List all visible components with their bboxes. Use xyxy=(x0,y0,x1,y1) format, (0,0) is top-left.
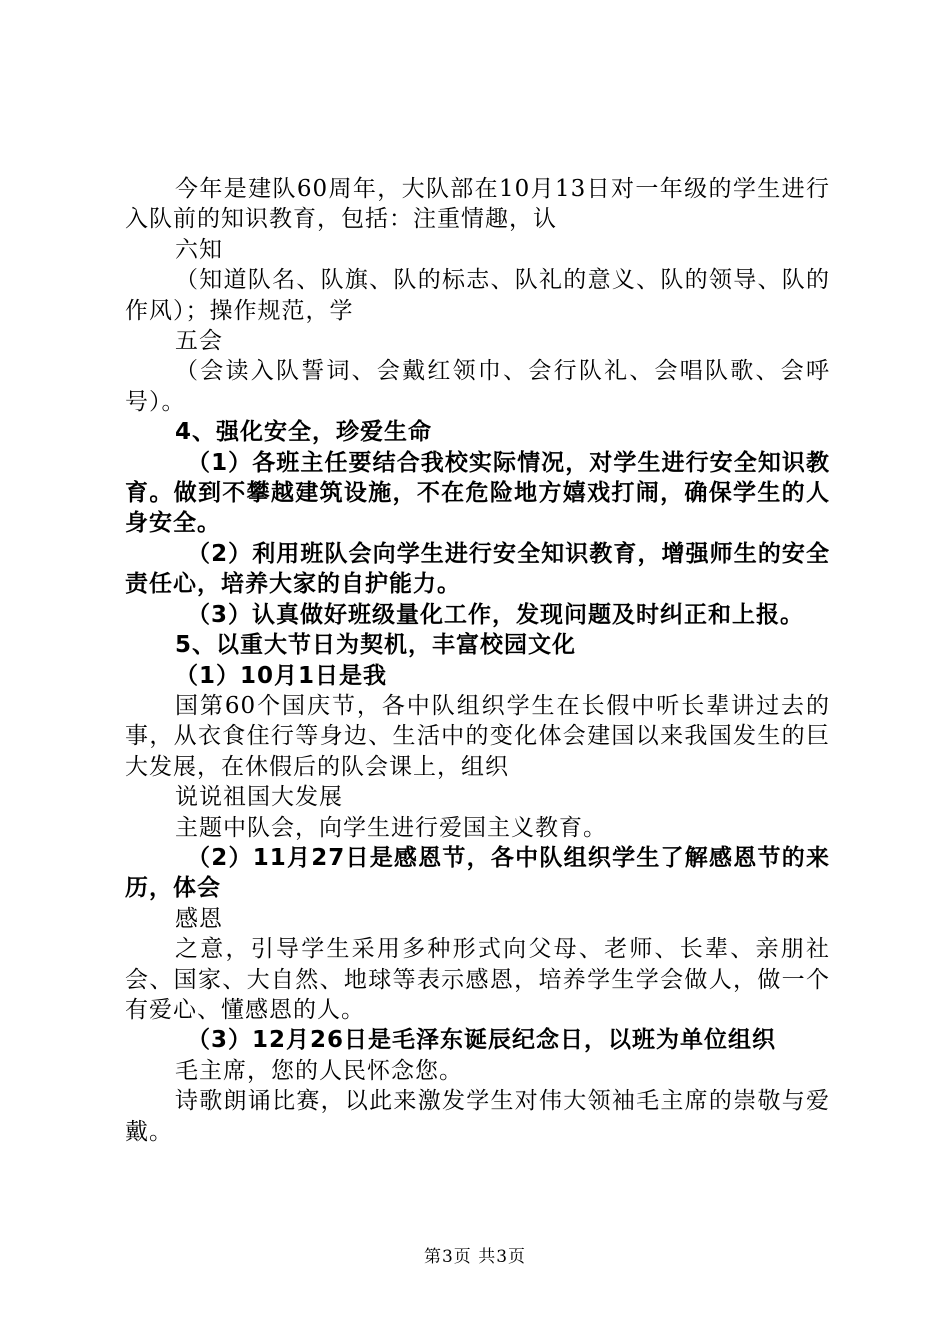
paragraph: （3）12月26日是毛泽东诞辰纪念日，以班为单位组织 xyxy=(187,1027,777,1054)
page-footer: 第3页 共3页 xyxy=(423,1247,527,1267)
paragraph: 毛主席，您的人民怀念您。 xyxy=(175,1057,463,1084)
paragraph: 5、以重大节日为契机，丰富校园文化 xyxy=(175,632,577,659)
paragraph: 之意，引导学生采用多种形式向父母、老师、长辈、亲朋社会、国家、大自然、地球等表示感恩，培养学生学会做人，做一个有爱心、懂感恩的人。 xyxy=(125,936,830,1023)
paragraph: 六知 xyxy=(175,236,223,263)
paragraph: （1）10月1日是我 xyxy=(175,662,388,689)
paragraph: 五会 xyxy=(175,328,223,355)
paragraph: 诗歌朗诵比赛，以此来激发学生对伟大领袖毛主席的崇敬与爱戴。 xyxy=(125,1088,830,1145)
paragraph: （知道队名、队旗、队的标志、队礼的意义、队的领导、队的作风）；操作规范，学 xyxy=(125,267,830,324)
paragraph: （2）利用班队会向学生进行安全知识教育，增强师生的安全责任心，培养大家的自护能力。 xyxy=(125,540,830,598)
paragraph: （会读入队誓词、会戴红领巾、会行队礼、会唱队歌、会呼号）。 xyxy=(125,358,830,415)
paragraph: （3）认真做好班级量化工作，发现问题及时纠正和上报。 xyxy=(187,601,805,628)
paragraph: 感恩 xyxy=(175,905,223,932)
paragraph: 主题中队会，向学生进行爱国主义教育。 xyxy=(175,814,607,841)
paragraph: 今年是建队60周年，大队部在10月13日对一年级的学生进行入队前的知识教育，包括：注重情趣，认 xyxy=(125,176,830,233)
paragraph: （2）11月27日是感恩节，各中队组织学生了解感恩节的来历，体会 xyxy=(125,844,830,902)
paragraph: 国第60个国庆节，各中队组织学生在长假中听长辈讲过去的事，从衣食住行等身边、生活中的变化体会建国以来我国发生的巨大发展，在休假后的队会课上，组织 xyxy=(125,692,830,780)
document-body xyxy=(125,174,830,1147)
paragraph: （1）各班主任要结合我校实际情况，对学生进行安全知识教育。做到不攀越建筑设施，不在危险地方嬉戏打闹，确保学生的人身安全。 xyxy=(125,449,830,537)
paragraph: 说说祖国大发展 xyxy=(175,784,343,811)
paragraph: 4、强化安全，珍爱生命 xyxy=(175,419,433,446)
